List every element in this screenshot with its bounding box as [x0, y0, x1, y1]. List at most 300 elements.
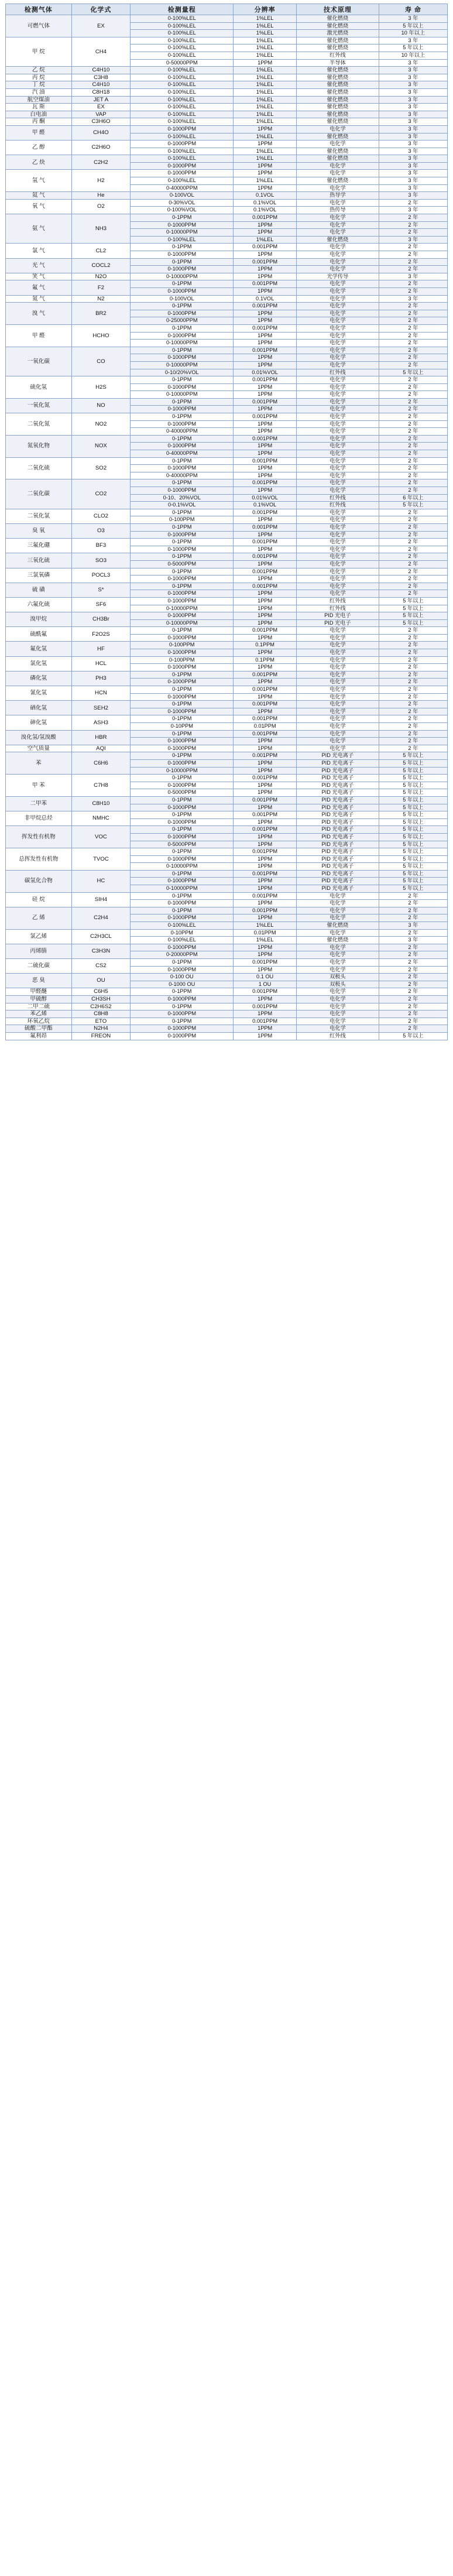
- cell-resolution: 1PPM: [234, 465, 297, 472]
- table-row: [6, 258, 448, 266]
- cell-range: 0-5000PPM: [131, 789, 234, 797]
- cell-lifetime: 3 年: [379, 192, 447, 200]
- cell-resolution: 0.001PPM: [234, 959, 297, 967]
- cell-formula: ASH3: [71, 715, 131, 730]
- table-row: [6, 752, 448, 760]
- cell-resolution: 0.001PPM: [234, 1018, 297, 1025]
- cell-resolution: 1PPM: [234, 576, 297, 583]
- gas-sensor-spec-page: [0, 4, 453, 2576]
- cell-technology: 热导学: [297, 192, 379, 200]
- table-row: [6, 642, 448, 649]
- table-row: [6, 995, 448, 1003]
- table-row: [6, 701, 448, 708]
- cell-lifetime: 2 年: [379, 995, 447, 1003]
- cell-technology: 电化学: [297, 568, 379, 576]
- cell-range: 0-1PPM: [131, 826, 234, 834]
- cell-lifetime: 2 年: [379, 398, 447, 406]
- table-row: [6, 295, 448, 303]
- cell-gas: 二氧化硫: [6, 457, 72, 479]
- cell-formula: O2: [71, 199, 131, 214]
- cell-gas: 氢 气: [6, 170, 72, 192]
- cell-formula: SO3: [71, 553, 131, 568]
- cell-resolution: 1PPM: [234, 287, 297, 295]
- cell-lifetime: 3 年: [379, 207, 447, 214]
- table-row: [6, 37, 448, 44]
- cell-resolution: 1PPM: [234, 818, 297, 826]
- cell-range: 0-1000PPM: [131, 443, 234, 450]
- column-header-resolution: 分辨率: [234, 4, 297, 15]
- cell-resolution: 0.01PPM: [234, 723, 297, 731]
- table-row: [6, 1032, 448, 1040]
- cell-resolution: 1%LEL: [234, 15, 297, 23]
- cell-formula: FREON: [71, 1032, 131, 1040]
- table-row: [6, 974, 448, 981]
- cell-lifetime: 3 年: [379, 81, 447, 89]
- cell-lifetime: 3 年: [379, 922, 447, 930]
- cell-lifetime: 3 年: [379, 155, 447, 163]
- cell-resolution: 1%LEL: [234, 44, 297, 52]
- cell-range: 0-100%LEL: [131, 104, 234, 111]
- cell-technology: PID 光电离子: [297, 775, 379, 782]
- cell-technology: 催化燃烧: [297, 177, 379, 185]
- cell-formula: CS2: [71, 959, 131, 974]
- cell-range: 0-1000PPM: [131, 804, 234, 811]
- cell-lifetime: 3 年: [379, 148, 447, 155]
- cell-range: 0-1000PPM: [131, 634, 234, 642]
- cell-lifetime: 2 年: [379, 229, 447, 237]
- cell-formula: NO2: [71, 413, 131, 436]
- cell-range: 0-1PPM: [131, 752, 234, 760]
- table-body: [6, 15, 448, 1040]
- cell-lifetime: 2 年: [379, 576, 447, 583]
- cell-gas: 笑 气: [6, 273, 72, 280]
- cell-resolution: 1PPM: [234, 317, 297, 325]
- table-row: [6, 244, 448, 251]
- cell-lifetime: 2 年: [379, 376, 447, 384]
- cell-gas: 三氧化硫: [6, 553, 72, 568]
- cell-lifetime: 3 年: [379, 104, 447, 111]
- cell-range: 0-1000PPM: [131, 332, 234, 340]
- cell-range: 0-0.1%VOL: [131, 502, 234, 509]
- table-row: [6, 376, 448, 384]
- cell-resolution: 1PPM: [234, 487, 297, 495]
- cell-gas: 氮氧化物: [6, 435, 72, 457]
- cell-resolution: 1PPM: [234, 619, 297, 627]
- cell-resolution: 1%LEL: [234, 81, 297, 89]
- cell-gas: 砷化氢: [6, 715, 72, 730]
- table-row: [6, 671, 448, 679]
- cell-formula: VOC: [71, 826, 131, 848]
- cell-formula: NOX: [71, 435, 131, 457]
- cell-range: 0-100%LEL: [131, 937, 234, 944]
- cell-gas: 甲 醛: [6, 324, 72, 347]
- cell-technology: 电化学: [297, 287, 379, 295]
- cell-lifetime: 2 年: [379, 951, 447, 959]
- cell-formula: HC: [71, 870, 131, 892]
- table-row: [6, 509, 448, 516]
- cell-lifetime: 2 年: [379, 560, 447, 568]
- cell-lifetime: 2 年: [379, 361, 447, 369]
- cell-formula: N2H4: [71, 1025, 131, 1033]
- cell-gas: 氯 气: [6, 244, 72, 258]
- cell-range: 0-1000PPM: [131, 782, 234, 789]
- cell-gas: 丙 烷: [6, 74, 72, 81]
- cell-range: 0-100%LEL: [131, 30, 234, 37]
- cell-gas: 氮 气: [6, 295, 72, 303]
- cell-range: 0-100VOL: [131, 295, 234, 303]
- cell-resolution: 1%LEL: [234, 177, 297, 185]
- cell-range: 0-10000PPM: [131, 863, 234, 871]
- cell-range: 0-100%LEL: [131, 88, 234, 96]
- cell-gas: 汽 油: [6, 88, 72, 96]
- cell-technology: PID 光电离子: [297, 833, 379, 841]
- cell-lifetime: 5 年以上: [379, 775, 447, 782]
- cell-technology: 催化燃烧: [297, 44, 379, 52]
- cell-resolution: 0.001PPM: [234, 258, 297, 266]
- cell-gas: 一氧化碳: [6, 347, 72, 376]
- cell-lifetime: 2 年: [379, 671, 447, 679]
- cell-gas: 乙 炔: [6, 155, 72, 170]
- cell-range: 0-1000PPM: [131, 531, 234, 539]
- cell-range: 0-1000PPM: [131, 679, 234, 686]
- cell-gas: 氯乙烯: [6, 929, 72, 944]
- cell-lifetime: 3 年: [379, 74, 447, 81]
- cell-technology: 热传导: [297, 207, 379, 214]
- cell-range: 0-1PPM: [131, 1003, 234, 1010]
- cell-technology: 电化学: [297, 244, 379, 251]
- cell-resolution: 0.001PPM: [234, 553, 297, 561]
- cell-lifetime: 5 年以上: [379, 811, 447, 819]
- cell-resolution: 0.001PPM: [234, 671, 297, 679]
- cell-technology: 电化学: [297, 900, 379, 907]
- cell-range: 0-1PPM: [131, 583, 234, 590]
- cell-range: 0-1000PPM: [131, 383, 234, 391]
- cell-technology: 电化学: [297, 560, 379, 568]
- cell-technology: 电化学: [297, 465, 379, 472]
- cell-technology: 双极头: [297, 974, 379, 981]
- cell-formula: CH4O: [71, 125, 131, 140]
- cell-formula: OU: [71, 974, 131, 988]
- cell-technology: 电化学: [297, 723, 379, 731]
- table-row: [6, 67, 448, 74]
- cell-resolution: 1PPM: [234, 605, 297, 612]
- cell-formula: PH3: [71, 671, 131, 686]
- cell-technology: 电化学: [297, 959, 379, 967]
- cell-technology: 电化学: [297, 199, 379, 207]
- cell-range: 0-100%LEL: [131, 81, 234, 89]
- cell-technology: 电化学: [297, 258, 379, 266]
- cell-range: 0-1000PPM: [131, 738, 234, 745]
- cell-technology: PID 光电离子: [297, 752, 379, 760]
- cell-technology: 电化学: [297, 487, 379, 495]
- cell-resolution: 0.001PPM: [234, 303, 297, 310]
- cell-resolution: 1PPM: [234, 693, 297, 701]
- cell-range: 0-1PPM: [131, 523, 234, 531]
- table-row: [6, 111, 448, 118]
- cell-technology: PID 光电离子: [297, 811, 379, 819]
- cell-resolution: 0.001PPM: [234, 457, 297, 465]
- cell-resolution: 1PPM: [234, 649, 297, 657]
- cell-lifetime: 2 年: [379, 944, 447, 951]
- cell-gas: 氟 气: [6, 280, 72, 295]
- cell-technology: 电化学: [297, 354, 379, 362]
- cell-range: 0-10PPM: [131, 929, 234, 937]
- cell-lifetime: 2 年: [379, 708, 447, 715]
- cell-range: 0-1PPM: [131, 539, 234, 546]
- cell-lifetime: 2 年: [379, 221, 447, 229]
- cell-range: 0-100%LEL: [131, 118, 234, 126]
- cell-gas: 一氧化氮: [6, 398, 72, 413]
- cell-technology: 电化学: [297, 892, 379, 900]
- cell-formula: N2: [71, 295, 131, 303]
- cell-lifetime: 2 年: [379, 974, 447, 981]
- cell-lifetime: 2 年: [379, 568, 447, 576]
- cell-formula: CO2: [71, 479, 131, 509]
- cell-resolution: 0.001PPM: [234, 1003, 297, 1010]
- cell-gas: 甲硫醇: [6, 995, 72, 1003]
- cell-range: 0-1000PPM: [131, 597, 234, 605]
- cell-lifetime: 5 年以上: [379, 752, 447, 760]
- cell-lifetime: 2 年: [379, 266, 447, 273]
- cell-gas: 硒化氢: [6, 701, 72, 715]
- cell-resolution: 1PPM: [234, 804, 297, 811]
- cell-technology: 电化学: [297, 649, 379, 657]
- cell-range: 0-10PPM: [131, 723, 234, 731]
- cell-range: 0-1000PPM: [131, 266, 234, 273]
- cell-resolution: 0.001PPM: [234, 376, 297, 384]
- cell-technology: 电化学: [297, 340, 379, 347]
- cell-technology: 电化学: [297, 383, 379, 391]
- cell-range: 0-100PPM: [131, 642, 234, 649]
- table-row: [6, 523, 448, 531]
- cell-formula: C4H10: [71, 67, 131, 74]
- cell-technology: PID 光电子: [297, 619, 379, 627]
- cell-lifetime: 2 年: [379, 981, 447, 988]
- cell-gas: 三氯氧磷: [6, 568, 72, 583]
- cell-resolution: 0.001PPM: [234, 907, 297, 914]
- table-row: [6, 118, 448, 126]
- cell-technology: 电化学: [297, 546, 379, 553]
- cell-technology: PID 光电离子: [297, 826, 379, 834]
- cell-range: 0-100%LEL: [131, 922, 234, 930]
- cell-range: 0-1PPM: [131, 775, 234, 782]
- cell-lifetime: 2 年: [379, 523, 447, 531]
- cell-range: 0-1000PPM: [131, 420, 234, 428]
- cell-gas: 丙烯腈: [6, 944, 72, 958]
- table-row: [6, 944, 448, 951]
- cell-technology: 双极头: [297, 981, 379, 988]
- table-row: [6, 435, 448, 443]
- cell-resolution: 1%LEL: [234, 133, 297, 141]
- cell-resolution: 0.001PPM: [234, 347, 297, 354]
- cell-resolution: 0.001PPM: [234, 796, 297, 804]
- cell-lifetime: 5 年以上: [379, 612, 447, 620]
- table-row: [6, 88, 448, 96]
- cell-gas: 溴甲烷: [6, 612, 72, 627]
- cell-gas: 硫酸二甲酯: [6, 1025, 72, 1033]
- cell-technology: 电化学: [297, 347, 379, 354]
- cell-technology: 催化燃烧: [297, 148, 379, 155]
- cell-lifetime: 5 年以上: [379, 878, 447, 885]
- cell-formula: BF3: [71, 539, 131, 553]
- cell-technology: 电化学: [297, 162, 379, 170]
- cell-resolution: 0.001PPM: [234, 398, 297, 406]
- cell-formula: BR2: [71, 303, 131, 325]
- cell-lifetime: 2 年: [379, 679, 447, 686]
- cell-technology: 红外线: [297, 52, 379, 59]
- cell-range: 0-100%LEL: [131, 177, 234, 185]
- cell-range: 0-100PPM: [131, 656, 234, 664]
- cell-lifetime: 2 年: [379, 701, 447, 708]
- cell-gas: 二氧化氯: [6, 509, 72, 523]
- table-row: [6, 1003, 448, 1010]
- cell-gas: 乙 烷: [6, 67, 72, 74]
- cell-range: 0-1PPM: [131, 796, 234, 804]
- cell-lifetime: 2 年: [379, 450, 447, 458]
- cell-gas: 白电油: [6, 111, 72, 118]
- cell-range: 0-1000PPM: [131, 1025, 234, 1033]
- cell-resolution: 0.001PPM: [234, 523, 297, 531]
- cell-resolution: 1PPM: [234, 332, 297, 340]
- table-row: [6, 347, 448, 354]
- cell-range: 0-1000PPM: [131, 649, 234, 657]
- cell-resolution: 0.001PPM: [234, 280, 297, 288]
- cell-gas: 氰化氢: [6, 686, 72, 701]
- cell-resolution: 0.1 OU: [234, 974, 297, 981]
- cell-lifetime: 3 年: [379, 295, 447, 303]
- table-row: [6, 479, 448, 487]
- cell-lifetime: 2 年: [379, 693, 447, 701]
- cell-gas: 氯化氢: [6, 656, 72, 671]
- cell-technology: 电化学: [297, 443, 379, 450]
- cell-formula: C2H2: [71, 155, 131, 170]
- cell-range: 0-1PPM: [131, 244, 234, 251]
- cell-resolution: 1%LEL: [234, 155, 297, 163]
- cell-resolution: 1PPM: [234, 679, 297, 686]
- cell-resolution: 0.01%VOL: [234, 369, 297, 376]
- cell-range: 0-1PPM: [131, 214, 234, 222]
- cell-formula: NH3: [71, 214, 131, 244]
- table-row: [6, 627, 448, 635]
- cell-technology: 电化学: [297, 317, 379, 325]
- table-row: [6, 457, 448, 465]
- cell-technology: PID 光电离子: [297, 759, 379, 767]
- cell-resolution: 1PPM: [234, 170, 297, 177]
- cell-gas: 甲 烷: [6, 37, 72, 66]
- cell-technology: PID 光电离子: [297, 841, 379, 848]
- cell-technology: 红外线: [297, 605, 379, 612]
- cell-resolution: 1PPM: [234, 966, 297, 974]
- cell-lifetime: 2 年: [379, 539, 447, 546]
- cell-lifetime: 2 年: [379, 258, 447, 266]
- cell-range: 0-100%LEL: [131, 44, 234, 52]
- cell-technology: 电化学: [297, 450, 379, 458]
- cell-technology: 电化学: [297, 576, 379, 583]
- cell-resolution: 1PPM: [234, 1010, 297, 1018]
- cell-lifetime: 2 年: [379, 420, 447, 428]
- cell-resolution: 1PPM: [234, 420, 297, 428]
- cell-range: 0-25000PPM: [131, 317, 234, 325]
- cell-technology: 电化学: [297, 995, 379, 1003]
- cell-lifetime: 2 年: [379, 642, 447, 649]
- cell-range: 0-1PPM: [131, 870, 234, 878]
- cell-technology: 电化学: [297, 539, 379, 546]
- cell-resolution: 1PPM: [234, 782, 297, 789]
- cell-range: 0-1000PPM: [131, 900, 234, 907]
- cell-resolution: 0.001PPM: [234, 686, 297, 694]
- cell-technology: 催化燃烧: [297, 236, 379, 244]
- cell-lifetime: 2 年: [379, 435, 447, 443]
- cell-resolution: 1PPM: [234, 516, 297, 524]
- cell-resolution: 1PPM: [234, 590, 297, 598]
- cell-lifetime: 2 年: [379, 199, 447, 207]
- cell-range: 0-100%VOL: [131, 207, 234, 214]
- cell-lifetime: 2 年: [379, 966, 447, 974]
- cell-formula: VAP: [71, 111, 131, 118]
- column-header-technology: 技术原理: [297, 4, 379, 15]
- cell-technology: 电化学: [297, 280, 379, 288]
- cell-technology: 电化学: [297, 332, 379, 340]
- cell-technology: PID 光电离子: [297, 789, 379, 797]
- cell-range: 0-1000PPM: [131, 818, 234, 826]
- table-header-row: [6, 4, 448, 15]
- cell-range: 0-100%LEL: [131, 155, 234, 163]
- cell-gas: 甲 苯: [6, 775, 72, 797]
- cell-technology: 电化学: [297, 472, 379, 479]
- cell-gas: 硫化氢: [6, 376, 72, 399]
- cell-formula: CLO2: [71, 509, 131, 523]
- cell-formula: EX: [71, 15, 131, 37]
- cell-technology: 电化学: [297, 929, 379, 937]
- cell-range: 0-1000PPM: [131, 590, 234, 598]
- cell-resolution: 1%LEL: [234, 922, 297, 930]
- table-row: [6, 170, 448, 177]
- cell-resolution: 0.1%VOL: [234, 207, 297, 214]
- cell-range: 0-1PPM: [131, 347, 234, 354]
- cell-range: 0-1000PPM: [131, 576, 234, 583]
- cell-technology: 电化学: [297, 1003, 379, 1010]
- cell-formula: C4H10: [71, 81, 131, 89]
- cell-range: 0-1000PPM: [131, 612, 234, 620]
- cell-lifetime: 2 年: [379, 413, 447, 421]
- cell-range: 0-10000PPM: [131, 273, 234, 280]
- cell-resolution: 0.1VOL: [234, 192, 297, 200]
- cell-technology: 催化燃烧: [297, 133, 379, 141]
- cell-lifetime: 2 年: [379, 251, 447, 259]
- cell-lifetime: 2 年: [379, 590, 447, 598]
- cell-formula: N2O: [71, 273, 131, 280]
- cell-range: 0-1PPM: [131, 303, 234, 310]
- cell-lifetime: 2 年: [379, 509, 447, 516]
- cell-resolution: 1PPM: [234, 878, 297, 885]
- cell-range: 0-1000PPM: [131, 693, 234, 701]
- cell-resolution: 0.1%VOL: [234, 502, 297, 509]
- cell-resolution: 1PPM: [234, 597, 297, 605]
- cell-range: 0-30%VOL: [131, 199, 234, 207]
- cell-range: 0-50000PPM: [131, 59, 234, 67]
- cell-lifetime: 3 年: [379, 37, 447, 44]
- table-row: [6, 811, 448, 819]
- cell-technology: 催化燃烧: [297, 81, 379, 89]
- cell-lifetime: 2 年: [379, 406, 447, 413]
- cell-lifetime: 5 年以上: [379, 870, 447, 878]
- cell-lifetime: 5 年以上: [379, 796, 447, 804]
- table-row: [6, 929, 448, 937]
- cell-range: 0-1PPM: [131, 811, 234, 819]
- cell-resolution: 1%LEL: [234, 37, 297, 44]
- cell-resolution: 1PPM: [234, 634, 297, 642]
- cell-technology: PID 光电离子: [297, 885, 379, 893]
